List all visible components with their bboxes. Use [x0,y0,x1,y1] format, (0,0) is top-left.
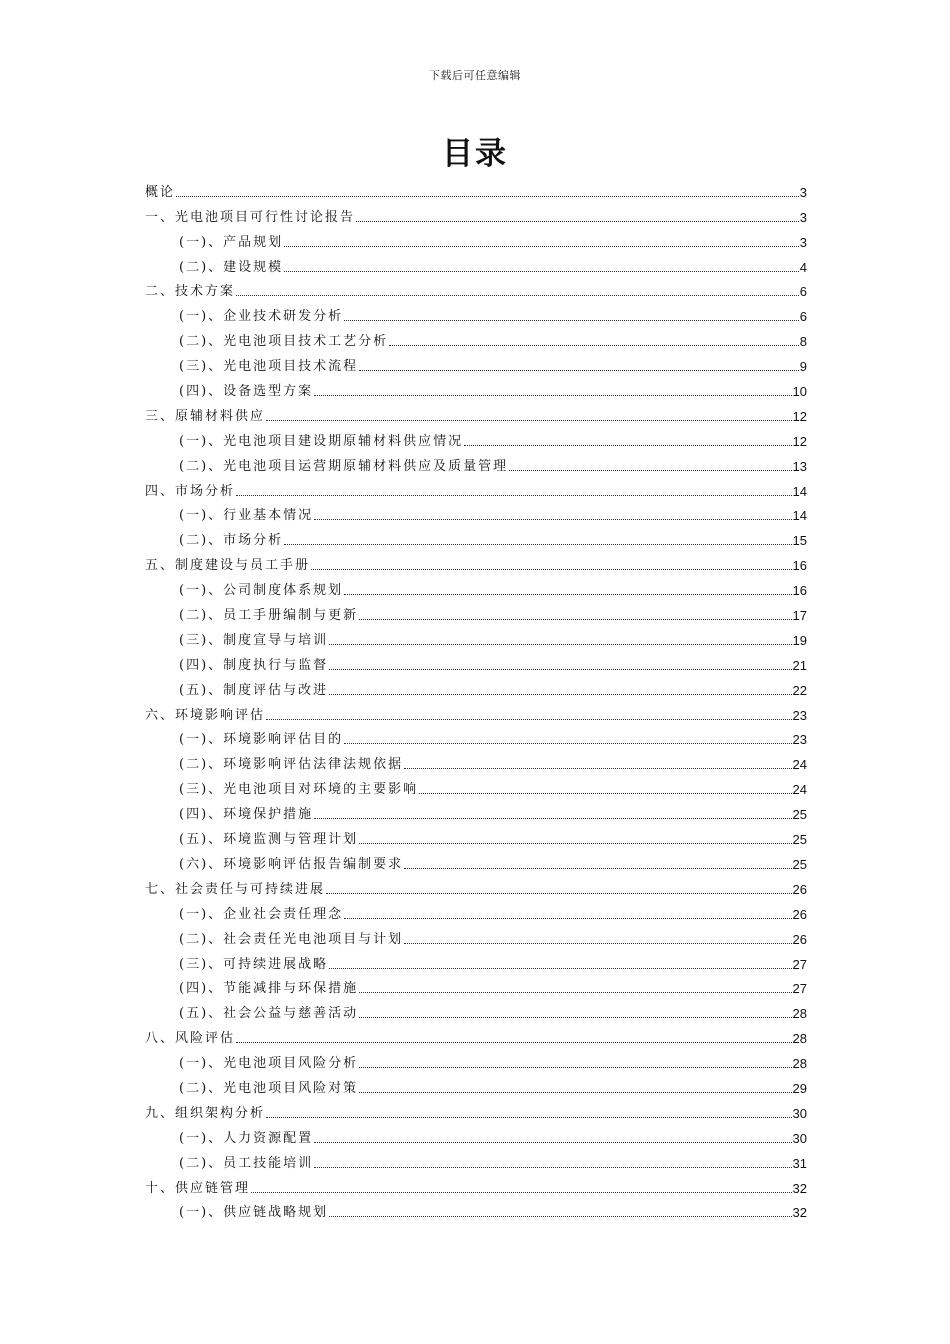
toc-entry[interactable] [145,425,807,450]
toc-entry-label: 六、环境影响评估 [145,707,266,723]
toc-entry-page: 30 [792,1105,807,1121]
toc-dot-leader [344,320,799,321]
toc-entry-page: 26 [792,906,807,922]
toc-entry-label: (二)、社会责任光电池项目与计划 [179,931,404,947]
toc-dot-leader [509,470,791,471]
toc-entry-label: (一)、光电池项目风险分析 [179,1056,359,1072]
toc-entry-label: 十、供应链管理 [145,1180,251,1196]
toc-dot-leader [236,295,799,296]
toc-dot-leader [284,271,799,272]
toc-dot-leader [284,246,799,247]
toc-entry-label: (一)、企业社会责任理念 [179,906,344,922]
toc-entry-label: (一)、产品规划 [179,234,284,250]
toc-entry[interactable] [145,773,807,798]
toc-entry[interactable] [145,599,807,624]
toc-dot-leader [329,644,791,645]
toc-entry-label: 七、社会责任与可持续进展 [145,881,326,897]
toc-entry-label: (四)、设备选型方案 [179,384,314,400]
toc-dot-leader [236,495,792,496]
toc-entry-page: 25 [792,856,807,872]
toc-entry-label: 四、市场分析 [145,483,236,499]
toc-entry-page: 3 [799,234,807,250]
toc-entry[interactable] [145,724,807,749]
toc-entry[interactable] [145,898,807,923]
toc-entry-label: (二)、员工手册编制与更新 [179,608,359,624]
toc-entry-label: (一)、环境影响评估目的 [179,732,344,748]
toc-entry[interactable] [145,973,807,998]
toc-entry[interactable] [145,1072,807,1097]
toc-entry-page: 19 [792,632,807,648]
toc-dot-leader [251,1192,792,1193]
toc-entry-label: (一)、供应链战略规划 [179,1205,329,1221]
toc-dot-leader [344,594,791,595]
toc-entry[interactable] [145,798,807,823]
toc-dot-leader [359,1017,791,1018]
toc-dot-leader [266,1117,792,1118]
toc-entry[interactable] [145,251,807,276]
toc-entry-page: 21 [792,657,807,673]
toc-dot-leader [266,719,792,720]
toc-dot-leader [311,569,792,570]
toc-entry-page: 17 [792,608,807,624]
toc-entry-page: 26 [792,881,807,897]
toc-entry[interactable] [145,699,807,724]
toc-entry-label: (三)、可持续进展战略 [179,956,329,972]
toc-entry[interactable] [145,1147,807,1172]
toc-entry[interactable] [145,649,807,674]
toc-dot-leader [359,1092,791,1093]
toc-dot-leader [404,868,791,869]
toc-entry[interactable] [145,524,807,549]
toc-dot-leader [329,968,791,969]
toc-entry-page: 23 [792,707,807,723]
toc-entry[interactable] [145,1172,807,1197]
toc-entry-page: 16 [792,558,807,574]
toc-entry-page: 14 [792,508,807,524]
toc-entry-label: (五)、制度评估与改进 [179,682,329,698]
toc-entry-label: 概论 [145,184,176,200]
toc-list [145,176,807,1221]
toc-entry[interactable] [145,923,807,948]
toc-entry-label: (四)、节能减排与环保措施 [179,981,359,997]
toc-dot-leader [344,743,791,744]
toc-entry-label: (五)、环境监测与管理计划 [179,832,359,848]
toc-entry-page: 25 [792,807,807,823]
toc-entry[interactable] [145,350,807,375]
toc-entry-label: (二)、光电池项目运营期原辅材料供应及质量管理 [179,458,509,474]
toc-entry-page: 27 [792,956,807,972]
toc-dot-leader [464,445,791,446]
toc-entry-label: (四)、制度执行与监督 [179,657,329,673]
toc-dot-leader [284,544,791,545]
toc-entry-page: 26 [792,931,807,947]
toc-entry[interactable] [145,500,807,525]
toc-entry-page: 25 [792,832,807,848]
toc-dot-leader [359,1067,791,1068]
toc-entry[interactable] [145,226,807,251]
toc-dot-leader [176,196,799,197]
toc-entry-page: 16 [792,583,807,599]
toc-entry-label: (二)、环境影响评估法律法规依据 [179,757,404,773]
toc-entry-label: 二、技术方案 [145,284,236,300]
toc-entry[interactable] [145,201,807,226]
toc-entry-page: 14 [792,483,807,499]
toc-entry-label: (三)、光电池项目对环境的主要影响 [179,782,419,798]
toc-entry[interactable] [145,450,807,475]
toc-dot-leader [314,818,791,819]
toc-entry-page: 28 [792,1006,807,1022]
toc-entry-page: 23 [792,732,807,748]
toc-entry[interactable] [145,375,807,400]
toc-dot-leader [236,1042,792,1043]
toc-entry-page: 10 [792,384,807,400]
toc-entry-label: 八、风险评估 [145,1031,236,1047]
toc-entry-label: (二)、光电池项目风险对策 [179,1080,359,1096]
toc-dot-leader [359,843,791,844]
toc-entry-page: 12 [792,408,807,424]
toc-entry[interactable] [145,1097,807,1122]
toc-entry-page: 29 [792,1080,807,1096]
toc-entry-page: 31 [792,1155,807,1171]
toc-dot-leader [329,694,791,695]
toc-entry-page: 3 [799,209,807,225]
toc-entry-label: (一)、行业基本情况 [179,508,314,524]
toc-entry-page: 24 [792,782,807,798]
toc-entry-label: (二)、建设规模 [179,259,284,275]
toc-entry-page: 3 [799,184,807,200]
toc-entry[interactable] [145,624,807,649]
toc-entry[interactable] [145,873,807,898]
toc-entry-label: (三)、光电池项目技术流程 [179,359,359,375]
toc-entry[interactable] [145,176,807,201]
toc-entry[interactable] [145,475,807,500]
toc-entry[interactable] [145,1022,807,1047]
toc-entry[interactable] [145,1047,807,1072]
toc-dot-leader [389,345,799,346]
toc-entry-label: (四)、环境保护措施 [179,807,314,823]
toc-entry-label: (三)、制度宣导与培训 [179,632,329,648]
toc-dot-leader [359,619,791,620]
toc-entry-page: 32 [792,1180,807,1196]
toc-entry[interactable] [145,748,807,773]
toc-entry[interactable] [145,325,807,350]
toc-entry[interactable] [145,1122,807,1147]
toc-dot-leader [344,918,791,919]
toc-entry-label: (一)、企业技术研发分析 [179,309,344,325]
toc-entry-label: (二)、员工技能培训 [179,1155,314,1171]
toc-entry[interactable] [145,574,807,599]
toc-entry-page: 28 [792,1031,807,1047]
toc-entry-page: 32 [792,1205,807,1221]
toc-entry-page: 15 [792,533,807,549]
toc-dot-leader [359,992,791,993]
toc-entry-page: 4 [799,259,807,275]
toc-entry[interactable] [145,997,807,1022]
toc-dot-leader [404,943,791,944]
toc-entry[interactable] [145,823,807,848]
toc-dot-leader [356,221,799,222]
toc-entry-page: 12 [792,433,807,449]
toc-dot-leader [266,420,792,421]
toc-entry[interactable] [145,948,807,973]
toc-entry-label: 五、制度建设与员工手册 [145,558,311,574]
toc-dot-leader [419,793,791,794]
toc-dot-leader [329,669,791,670]
toc-entry-label: 一、光电池项目可行性讨论报告 [145,209,356,225]
toc-entry-page: 22 [792,682,807,698]
toc-title: 目录 [442,136,508,172]
toc-dot-leader [329,1216,791,1217]
toc-entry-page: 6 [799,309,807,325]
toc-entry-page: 28 [792,1056,807,1072]
toc-entry[interactable] [145,276,807,301]
toc-entry-label: (二)、市场分析 [179,533,284,549]
toc-entry-page: 24 [792,757,807,773]
toc-entry-label: (六)、环境影响评估报告编制要求 [179,856,404,872]
toc-entry[interactable] [145,300,807,325]
toc-dot-leader [359,370,799,371]
toc-entry-page: 13 [792,458,807,474]
toc-entry[interactable] [145,848,807,873]
toc-entry[interactable] [145,400,807,425]
toc-entry-label: (二)、光电池项目技术工艺分析 [179,334,389,350]
toc-dot-leader [314,519,791,520]
toc-entry-label: (一)、人力资源配置 [179,1130,314,1146]
toc-entry-label: 三、原辅材料供应 [145,408,266,424]
toc-entry-label: (五)、社会公益与慈善活动 [179,1006,359,1022]
toc-entry-page: 6 [799,284,807,300]
toc-entry[interactable] [145,674,807,699]
toc-dot-leader [314,395,791,396]
toc-dot-leader [326,893,792,894]
toc-entry[interactable] [145,1197,807,1222]
toc-entry-label: 九、组织架构分析 [145,1105,266,1121]
toc-entry[interactable] [145,549,807,574]
toc-entry-label: (一)、公司制度体系规划 [179,583,344,599]
toc-entry-page: 8 [799,334,807,350]
toc-entry-label: (一)、光电池项目建设期原辅材料供应情况 [179,433,464,449]
toc-dot-leader [404,768,791,769]
header-note: 下载后可任意编辑 [429,69,521,82]
toc-entry-page: 30 [792,1130,807,1146]
toc-entry-page: 9 [799,359,807,375]
toc-dot-leader [314,1142,791,1143]
toc-entry-page: 27 [792,981,807,997]
toc-dot-leader [314,1167,791,1168]
